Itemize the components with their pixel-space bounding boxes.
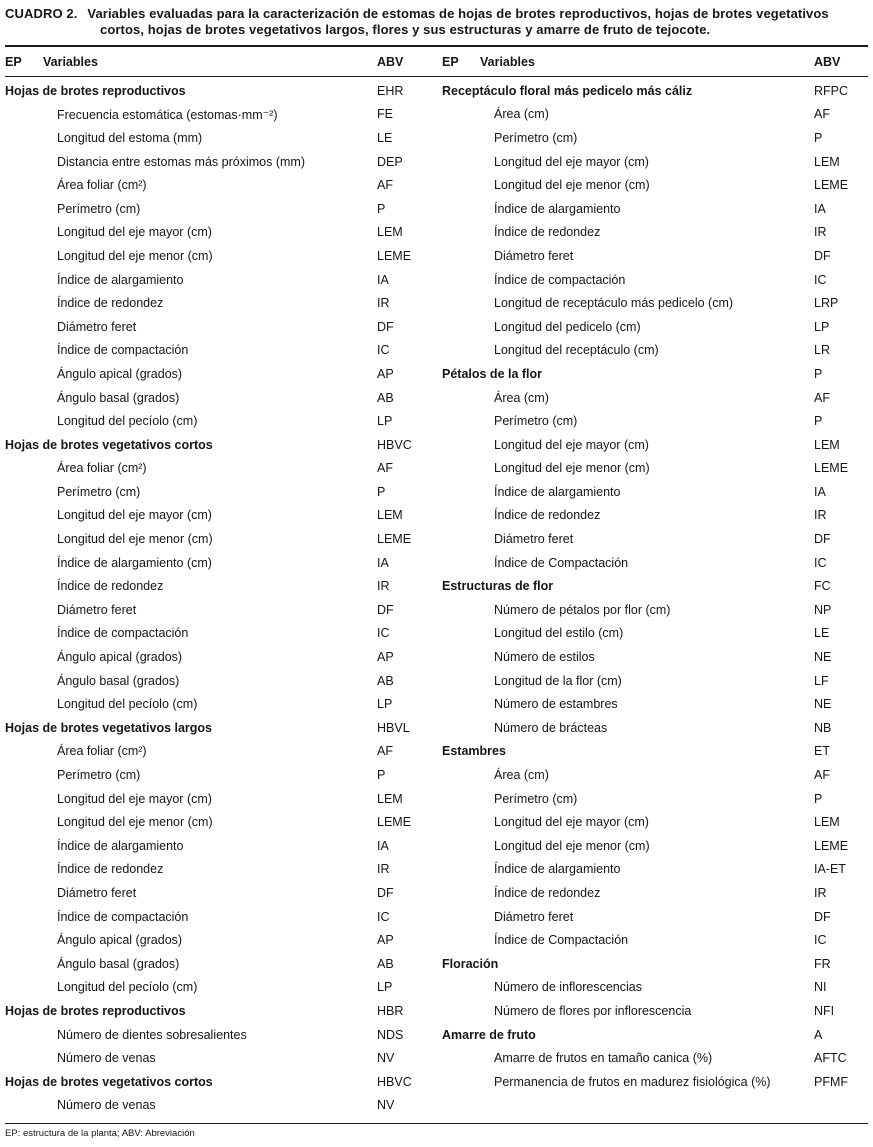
variable-row: [5, 622, 430, 646]
variable-abv: DF: [814, 248, 831, 263]
variable-row: [442, 197, 867, 221]
variable-abv: NV: [377, 1051, 395, 1066]
variable-row: [5, 315, 430, 339]
variable-abv: NV: [377, 1098, 395, 1113]
variable-name: Longitud del estilo (cm): [494, 626, 624, 641]
section-row: [5, 1070, 430, 1094]
variable-name: Perímetro (cm): [494, 791, 578, 806]
variable-row: [442, 173, 867, 197]
section-name: Pétalos de la flor: [442, 366, 543, 381]
variable-row: [5, 126, 430, 150]
variable-abv: PFMF: [814, 1074, 849, 1089]
variable-name: Índice de alargamiento: [494, 862, 621, 877]
variable-row: [442, 103, 867, 127]
variable-row: [5, 244, 430, 268]
variable-row: [5, 834, 430, 858]
variable-name: Área (cm): [494, 390, 549, 405]
variable-row: [5, 1023, 430, 1047]
section-name: Receptáculo floral más pedicelo más cáliz: [442, 83, 693, 98]
section-abv: HBR: [377, 1003, 404, 1018]
variable-abv: IA: [377, 272, 389, 287]
variable-row: [442, 150, 867, 174]
variable-name: Longitud de la flor (cm): [494, 673, 622, 688]
variable-abv: IC: [377, 626, 390, 641]
variable-row: [5, 197, 430, 221]
section-name: Hojas de brotes vegetativos cortos: [5, 1074, 213, 1089]
variable-abv: AF: [377, 178, 393, 193]
variable-row: [442, 1046, 867, 1070]
variable-name: Longitud del receptáculo (cm): [494, 343, 659, 358]
variable-row: [5, 504, 430, 528]
variable-row: [442, 976, 867, 1000]
variable-name: Número de brácteas: [494, 720, 608, 735]
variable-abv: IC: [814, 555, 827, 570]
variable-name: Número de venas: [57, 1098, 156, 1113]
variable-name: Longitud del estoma (mm): [57, 130, 203, 145]
variable-row: [5, 268, 430, 292]
section-name: Estambres: [442, 744, 506, 759]
variable-row: [5, 221, 430, 245]
variable-abv: P: [814, 130, 823, 145]
variable-row: [442, 999, 867, 1023]
variable-name: Ángulo basal (grados): [57, 956, 180, 971]
variable-row: [442, 928, 867, 952]
variable-abv: IR: [814, 885, 827, 900]
section-name: Hojas de brotes vegetativos largos: [5, 720, 213, 735]
variable-row: [442, 527, 867, 551]
variable-abv: DF: [377, 602, 394, 617]
variable-name: Área (cm): [494, 768, 549, 783]
variable-row: [5, 457, 430, 481]
section-abv: RFPC: [814, 83, 849, 98]
section-name: Hojas de brotes vegetativos cortos: [5, 437, 213, 452]
section-row: [442, 740, 867, 764]
variable-abv: NI: [814, 980, 827, 995]
variable-name: Número de pétalos por flor (cm): [494, 602, 671, 617]
variable-abv: IR: [377, 579, 390, 594]
variable-name: Área foliar (cm²): [57, 178, 147, 193]
bottom-divider: [5, 1123, 868, 1139]
variable-row: [442, 716, 867, 740]
variable-abv: IR: [814, 508, 827, 523]
variable-name: Longitud del pedicelo (cm): [494, 319, 641, 334]
table-body: [5, 77, 868, 1117]
variable-name: Índice de redondez: [494, 508, 601, 523]
section-abv: FR: [814, 956, 831, 971]
variable-row: [5, 103, 430, 127]
variable-name: Índice de compactación: [494, 272, 626, 287]
variable-name: Índice de alargamiento: [57, 272, 184, 287]
variable-name: Índice de Compactación: [494, 933, 629, 948]
variable-abv: IA: [814, 201, 826, 216]
variable-name: Índice de alargamiento (cm): [57, 555, 212, 570]
variable-row: [5, 1046, 430, 1070]
table-header-left: [5, 47, 430, 76]
variable-name: Longitud del eje mayor (cm): [494, 154, 649, 169]
variable-row: [5, 763, 430, 787]
variable-abv: LP: [377, 697, 393, 712]
variable-name: Longitud del eje menor (cm): [494, 838, 650, 853]
column-header-abv: ABV: [377, 55, 404, 69]
variable-abv: AFTC: [814, 1051, 847, 1066]
variable-row: [442, 669, 867, 693]
variable-row: [5, 928, 430, 952]
variable-abv: LE: [377, 130, 393, 145]
variable-abv: IC: [377, 909, 390, 924]
table-header-row: [5, 47, 868, 77]
section-abv: P: [814, 366, 823, 381]
variable-name: Longitud del eje menor (cm): [57, 532, 213, 547]
variable-abv: P: [377, 768, 386, 783]
variable-abv: NE: [814, 697, 832, 712]
variable-abv: NE: [814, 650, 832, 665]
variable-name: Índice de Compactación: [494, 555, 629, 570]
variable-abv: LEME: [377, 815, 412, 830]
variable-abv: P: [377, 484, 386, 499]
variable-abv: LEM: [377, 508, 403, 523]
variable-name: Índice de compactación: [57, 909, 189, 924]
column-header-ep: EP: [5, 55, 22, 69]
variable-name: Índice de redondez: [57, 296, 164, 311]
variable-name: Número de venas: [57, 1051, 156, 1066]
variable-row: [5, 598, 430, 622]
variable-row: [5, 386, 430, 410]
variable-abv: DF: [814, 532, 831, 547]
variable-name: Longitud del eje mayor (cm): [57, 225, 212, 240]
table-header-right: [442, 47, 867, 76]
variable-row: [442, 480, 867, 504]
section-abv: HBVC: [377, 437, 412, 452]
variable-name: Número de estambres: [494, 697, 618, 712]
variable-row: [5, 645, 430, 669]
variable-abv: P: [377, 201, 386, 216]
variable-name: Longitud del eje menor (cm): [494, 461, 650, 476]
variable-name: Número de flores por inflorescencia: [494, 1003, 692, 1018]
section-row: [442, 952, 867, 976]
variable-abv: AP: [377, 366, 394, 381]
column-header-ep: EP: [442, 55, 459, 69]
variable-abv: IA-ET: [814, 862, 846, 877]
variable-abv: AF: [814, 768, 830, 783]
table-caption-text: Variables evaluadas para la caracterización de estomas de hojas de brotes reproductivos, hojas de brotes vegetativos cortos, hojas de brotes vegetativos largos, flores y sus estructuras y amarre de fruto de tejocote.: [87, 6, 829, 37]
variable-row: [5, 480, 430, 504]
variable-name: Índice de compactación: [57, 626, 189, 641]
variable-row: [442, 339, 867, 363]
variable-name: Longitud del eje menor (cm): [57, 248, 213, 263]
variable-abv: IA: [814, 484, 826, 499]
variable-abv: LP: [377, 980, 393, 995]
variable-row: [442, 433, 867, 457]
variable-row: [442, 126, 867, 150]
variable-name: Diámetro feret: [57, 319, 137, 334]
variable-abv: AB: [377, 673, 394, 688]
variable-row: [442, 504, 867, 528]
section-row: [5, 999, 430, 1023]
variable-abv: IA: [377, 838, 389, 853]
variable-row: [442, 622, 867, 646]
variable-row: [442, 763, 867, 787]
section-row: [5, 716, 430, 740]
variable-name: Ángulo basal (grados): [57, 673, 180, 688]
variable-row: [442, 457, 867, 481]
variable-abv: LEME: [814, 178, 849, 193]
variable-name: Longitud de receptáculo más pedicelo (cm): [494, 296, 734, 311]
section-row: [5, 433, 430, 457]
variable-row: [5, 150, 430, 174]
variable-row: [5, 527, 430, 551]
variable-row: [5, 173, 430, 197]
variable-abv: AF: [377, 744, 393, 759]
variable-name: Longitud del eje mayor (cm): [57, 508, 212, 523]
variable-name: Ángulo basal (grados): [57, 390, 180, 405]
column-header-abv: ABV: [814, 55, 841, 69]
variable-abv: IR: [377, 862, 390, 877]
variable-name: Longitud del pecíolo (cm): [57, 697, 198, 712]
variable-abv: DF: [377, 885, 394, 900]
variable-abv: P: [814, 791, 823, 806]
variable-name: Diámetro feret: [57, 602, 137, 617]
variable-abv: IA: [377, 555, 389, 570]
section-abv: ET: [814, 744, 830, 759]
variable-abv: LE: [814, 626, 830, 641]
section-name: Floración: [442, 956, 499, 971]
section-name: Amarre de fruto: [442, 1027, 536, 1042]
variable-name: Índice de alargamiento: [57, 838, 184, 853]
variable-abv: LEM: [814, 815, 840, 830]
section-row: [442, 362, 867, 386]
variable-abv: AB: [377, 956, 394, 971]
variable-row: [5, 362, 430, 386]
variable-abv: IR: [814, 225, 827, 240]
section-name: Hojas de brotes reproductivos: [5, 83, 186, 98]
variable-name: Perímetro (cm): [57, 484, 141, 499]
variable-abv: AP: [377, 650, 394, 665]
variable-row: [5, 881, 430, 905]
variable-name: Perímetro (cm): [57, 768, 141, 783]
variable-row: [442, 315, 867, 339]
section-row: [5, 79, 430, 103]
variable-row: [442, 881, 867, 905]
variable-abv: DF: [814, 909, 831, 924]
variable-name: Número de estilos: [494, 650, 595, 665]
variable-abv: AF: [814, 107, 830, 122]
variable-abv: IC: [814, 272, 827, 287]
section-abv: HBVL: [377, 720, 410, 735]
section-row: [442, 574, 867, 598]
variable-row: [5, 905, 430, 929]
variable-name: Diámetro feret: [494, 248, 574, 263]
variable-name: Índice de compactación: [57, 343, 189, 358]
variable-abv: NDS: [377, 1027, 404, 1042]
variable-abv: IC: [377, 343, 390, 358]
variable-name: Área foliar (cm²): [57, 744, 147, 759]
variable-row: [442, 598, 867, 622]
section-row: [442, 79, 867, 103]
variable-row: [442, 645, 867, 669]
variable-row: [442, 409, 867, 433]
variable-abv: LF: [814, 673, 829, 688]
variable-name: Diámetro feret: [57, 885, 137, 900]
section-abv: EHR: [377, 83, 404, 98]
variable-name: Longitud del eje menor (cm): [57, 815, 213, 830]
variable-row: [442, 834, 867, 858]
variable-name: Índice de redondez: [494, 885, 601, 900]
variable-name: Longitud del eje mayor (cm): [57, 791, 212, 806]
variable-abv: P: [814, 414, 823, 429]
variable-name: Longitud del eje menor (cm): [494, 178, 650, 193]
section-abv: A: [814, 1027, 823, 1042]
table-column-right: [442, 79, 867, 1117]
variable-abv: LEM: [377, 225, 403, 240]
variable-row: [442, 551, 867, 575]
variable-name: Longitud del pecíolo (cm): [57, 980, 198, 995]
variable-abv: LRP: [814, 296, 839, 311]
variable-name: Longitud del eje mayor (cm): [494, 437, 649, 452]
variable-abv: IR: [377, 296, 390, 311]
variable-row: [5, 740, 430, 764]
variable-name: Índice de redondez: [57, 862, 164, 877]
variable-row: [5, 1094, 430, 1118]
variable-row: [5, 692, 430, 716]
variable-row: [5, 291, 430, 315]
variable-row: [5, 952, 430, 976]
section-abv: HBVC: [377, 1074, 412, 1089]
variable-row: [442, 291, 867, 315]
variable-row: [5, 409, 430, 433]
variable-name: Perímetro (cm): [494, 130, 578, 145]
table-caption-label: CUADRO 2.: [5, 6, 78, 21]
variable-row: [442, 268, 867, 292]
variable-name: Área foliar (cm²): [57, 461, 147, 476]
variable-name: Longitud del pecíolo (cm): [57, 414, 198, 429]
variable-name: Ángulo apical (grados): [57, 366, 183, 381]
variable-row: [442, 1070, 867, 1094]
variable-abv: IC: [814, 933, 827, 948]
variable-abv: LEM: [814, 154, 840, 169]
variable-name: Perímetro (cm): [57, 201, 141, 216]
variable-name: Número de dientes sobresalientes: [57, 1027, 247, 1042]
variable-abv: LEME: [377, 248, 412, 263]
variable-name: Longitud del eje mayor (cm): [494, 815, 649, 830]
variable-row: [5, 339, 430, 363]
variable-row: [442, 810, 867, 834]
variable-name: Índice de alargamiento: [494, 484, 621, 499]
variable-name: Amarre de frutos en tamaño canica (%): [494, 1051, 713, 1066]
variable-row: [442, 221, 867, 245]
variable-row: [5, 810, 430, 834]
variable-abv: LR: [814, 343, 830, 358]
variable-abv: NB: [814, 720, 832, 735]
variable-name: Índice de redondez: [57, 579, 164, 594]
variable-row: [442, 905, 867, 929]
variable-abv: AP: [377, 933, 394, 948]
section-name: Estructuras de flor: [442, 579, 554, 594]
section-row: [442, 1023, 867, 1047]
table-footnote: EP: estructura de la planta; ABV: Abreviación: [5, 1128, 195, 1139]
variable-name: Número de inflorescencias: [494, 980, 642, 995]
variable-abv: LP: [814, 319, 830, 334]
variable-name: Diámetro feret: [494, 532, 574, 547]
column-header-variables: Variables: [43, 55, 98, 69]
variable-name: Índice de redondez: [494, 225, 601, 240]
variable-abv: LEM: [814, 437, 840, 452]
variable-name: Área (cm): [494, 107, 549, 122]
variable-abv: DEP: [377, 154, 403, 169]
variable-name: Permanencia de frutos en madurez fisiológica (%): [494, 1074, 771, 1089]
variable-name: Diámetro feret: [494, 909, 574, 924]
variable-row: [442, 386, 867, 410]
variable-name: Índice de alargamiento: [494, 201, 621, 216]
variable-row: [5, 574, 430, 598]
variable-abv: LEME: [377, 532, 412, 547]
variable-abv: DF: [377, 319, 394, 334]
variable-name: Frecuencia estomática (estomas·mm⁻²): [57, 107, 278, 122]
variable-row: [5, 976, 430, 1000]
variable-abv: LP: [377, 414, 393, 429]
variable-row: [5, 787, 430, 811]
variable-row: [442, 858, 867, 882]
variable-name: Ángulo apical (grados): [57, 650, 183, 665]
variable-abv: LEME: [814, 838, 849, 853]
variable-name: Distancia entre estomas más próximos (mm): [57, 154, 305, 169]
variable-abv: FE: [377, 107, 393, 122]
variable-row: [442, 692, 867, 716]
section-abv: FC: [814, 579, 831, 594]
variable-abv: AF: [377, 461, 393, 476]
variable-row: [5, 669, 430, 693]
variable-abv: LEM: [377, 791, 403, 806]
variable-row: [442, 787, 867, 811]
section-name: Hojas de brotes reproductivos: [5, 1003, 186, 1018]
variable-abv: LEME: [814, 461, 849, 476]
variable-name: Ángulo apical (grados): [57, 933, 183, 948]
variable-name: Perímetro (cm): [494, 414, 578, 429]
table-caption: [5, 6, 868, 38]
variable-row: [5, 858, 430, 882]
variable-abv: NP: [814, 602, 832, 617]
variable-abv: NFI: [814, 1003, 835, 1018]
column-header-variables: Variables: [480, 55, 535, 69]
variable-row: [442, 244, 867, 268]
variable-abv: AB: [377, 390, 394, 405]
variable-row: [5, 551, 430, 575]
table-column-left: [5, 79, 430, 1117]
variable-abv: AF: [814, 390, 830, 405]
